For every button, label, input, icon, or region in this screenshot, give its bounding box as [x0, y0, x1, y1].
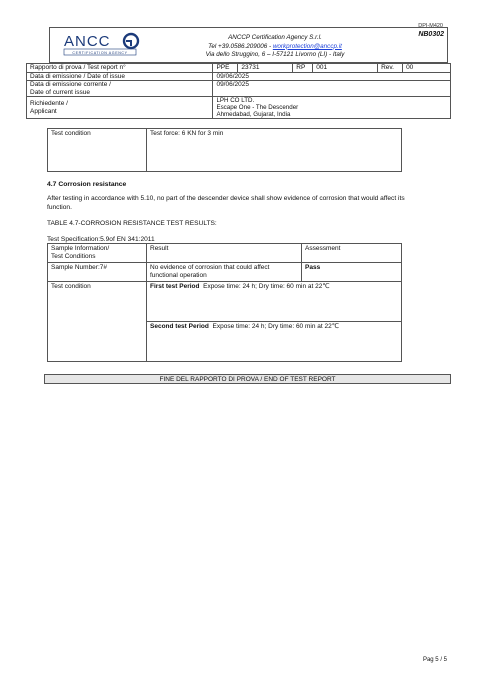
current-issue-label-line1: Data di emissione corrente / — [30, 81, 111, 88]
test-condition-table — [47, 128, 402, 172]
anccp-logo-icon — [60, 31, 146, 57]
agency-phone: Tel +39.0586.209006 - — [208, 42, 273, 50]
anccp-logo — [60, 31, 146, 57]
test-condition-label: Test condition — [48, 129, 147, 172]
second-period-text: Expose time: 24 h; Dry time: 60 min at 22℃ — [212, 323, 340, 330]
agency-name: ANCCP Certification Agency S.r.l. — [228, 34, 322, 41]
notified-body-number: NB0302 — [418, 31, 444, 38]
section-paragraph: After testing in accordance with 5.10, no part of the descender device shall show evidence of corrosion that would affect its function. — [47, 195, 405, 211]
applicant-line1: LPH CO LTD. — [216, 97, 255, 104]
agency-contact — [150, 43, 400, 52]
applicant-label — [27, 97, 213, 119]
rp-value: 001 — [313, 64, 378, 73]
applicant-line3: Ahmedabad, Gujarat, India — [216, 111, 291, 118]
applicant-label-line2: Applicant — [30, 107, 57, 115]
second-period-label: Second test Period — [150, 323, 209, 330]
current-issue-row — [27, 81, 451, 97]
report-info-table — [26, 63, 451, 119]
svg-text:CERTIFICATION AGENCY: CERTIFICATION AGENCY — [72, 50, 128, 55]
results-col3-header: Assessment — [302, 244, 402, 263]
form-code: DPI-M420 — [418, 23, 443, 29]
sample-number: Sample Number:7# — [48, 263, 147, 282]
table-caption: TABLE 4.7-CORROSION RESISTANCE TEST RESULTS: — [47, 220, 217, 227]
results-col1-header-line1: Sample Information/ — [51, 245, 110, 252]
result-text: No evidence of corrosion that could affect functional operation — [147, 263, 302, 282]
sample-row — [48, 263, 402, 282]
assessment-value: Pass — [302, 263, 402, 282]
applicant-details — [213, 97, 451, 119]
first-period-text: Expose time: 24 h; Dry time: 60 min at 22℃ — [203, 283, 330, 290]
results-header-row — [48, 244, 402, 263]
current-issue-value: 09/06/2025 — [213, 81, 451, 97]
corrosion-results-table — [47, 243, 402, 362]
test-specification: Test Specification:5.9of EN 341:2011 — [47, 236, 155, 243]
results-col2-header: Result — [147, 244, 302, 263]
page-number: Pag 5 / 5 — [422, 657, 447, 663]
issue-date-label: Data di emissione / Date of issue — [27, 72, 213, 81]
applicant-row — [27, 97, 451, 119]
current-issue-label-line2: Date of current issue — [30, 88, 90, 96]
section-title: 4.7 Corrosion resistance — [47, 181, 127, 188]
svg-text:ANCC: ANCC — [64, 33, 111, 50]
current-issue-label — [27, 81, 213, 97]
header-contact-block — [150, 34, 400, 60]
second-test-period — [147, 322, 402, 362]
applicant-label-line1: Richiedente / — [30, 100, 68, 107]
agency-email-link[interactable]: workprotection@anccp.it — [272, 42, 342, 50]
rev-label: Rev. — [378, 64, 403, 73]
rp-label: RP — [293, 64, 313, 73]
issue-date-row — [27, 72, 451, 81]
ppe-label: PPE — [213, 64, 238, 73]
agency-address: Via dello Struggino, 6 – I-57121 Livorno (LI) - Italy — [205, 51, 345, 58]
results-col1-header — [48, 244, 147, 263]
issue-date-value: 09/06/2025 — [213, 72, 451, 81]
results-col1-header-line2: Test Conditions — [51, 253, 96, 260]
first-test-period — [147, 282, 402, 322]
test-condition-results-row — [48, 282, 402, 322]
applicant-line2: Escape One - The Descender — [216, 104, 299, 111]
first-period-label: First test Period — [150, 283, 200, 290]
ppe-value: 23731 — [238, 64, 293, 73]
report-number-row — [27, 64, 451, 73]
report-number-label: Rapporto di prova / Test report n° — [27, 64, 213, 73]
test-condition-row — [48, 129, 402, 172]
test-condition-value: Test force: 6 KN for 3 min — [147, 129, 402, 172]
rev-value: 00 — [403, 64, 451, 73]
results-test-condition-label: Test condition — [48, 282, 147, 362]
end-of-report-banner: FINE DEL RAPPORTO DI PROVA / END OF TEST REPORT — [44, 374, 451, 384]
